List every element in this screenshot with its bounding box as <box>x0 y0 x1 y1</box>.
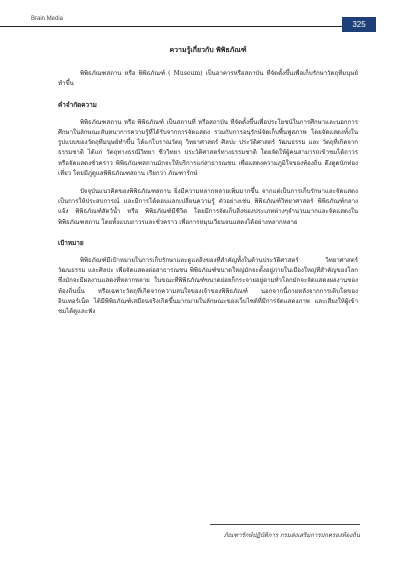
definition-paragraph-2: ปัจจุบันแนวคิดของพิพิธภัณฑสถาน ยิ่งมีความหลากหลายเพิ่มมากขึ้น จากแต่เป็นการเก็บรักษาและจัดแสดง เป็นการให้ประสบการณ์ และมีการโต้ตอบแลกเปลี่ยนความรู้ ตัวอย่างเช่น พิพิธภัณฑ์วิทยาศาสตร์ พิพิธภัณฑ์กลางแจ้ง พิพิธภัณฑ์สัตว์น้ำ หรือ พิพิธภัณฑ์มีชีวิต โดยมีการจัดเก็บสิ่งของประเภทต่างๆจำนวนมากและจัดแสดงในพิพิธภัณฑสถาน โดยทั้งแบบถาวรและชั่วคราว เพื่อการหมุนเวียนจนแสดงได้อย่างหลากหลาย <box>58 188 358 226</box>
section-heading-definition: คำจำกัดความ <box>58 100 97 109</box>
document-body <box>58 45 358 317</box>
header-brand: Brain Media <box>31 16 64 22</box>
page-title: ความรู้เกี่ยวกับ พิพิธภัณฑ์ <box>169 45 247 54</box>
page-number: 325 <box>342 17 376 32</box>
header-rule <box>0 26 342 27</box>
goals-paragraph: พิพิธภัณฑ์มีเป้าหมายในการเก็บรักษาและดูแลสิ่งของที่สำคัญทั้งในด้านประวัติศาสตร์ วิทยาศาสตร์ วัฒนธรรม และศิลปะ เพื่อจัดแสดงต่อสาธารณชน พิพิธภัณฑ์ขนาดใหญ่มักจะตั้งอยู่ภายในเมืองใหญ่ที่สำคัญของโลกซึ่งมักจะมีผลงานแสดงที่หลากหลาย ในขณะที่พิพิธภัณฑ์ขนาดย่อยก็กระจายอยู่ตามทั่วโลกมักจะจัดแสดงผลงานของท้องถิ่นนั้น หรือเฉพาะวัตถุที่เกิดจากความสนใจของเจ้าของพิพิธภัณฑ์ นอกจากนี้ภายหลังจากการเติบโตของอินเทอร์เน็ต ได้มีพิพิธภัณฑ์เสมือนจริงเกิดขึ้นมากมายในลักษณะของเว็บไซต์ที่มีการจัดแสดงภาพ และเสียงให้ผู้เข้าชมได้ดูและฟัง <box>58 257 358 316</box>
section-heading-goals: เป้าหมาย <box>58 238 84 247</box>
footer-text: ภัณฑารักษ์ปฏิบัติการ กรมส่งเสริมการปกครองท้องถิ่น <box>223 532 360 539</box>
intro-paragraph: พิพิธภัณฑสถาน หรือ พิพิธภัณฑ์ ( Museum) เป็นอาคารหรือสถาบัน ที่จัดตั้งขึ้นเพื่อเก็บรักษาวัตถุที่มนุษย์ทำขึ้น <box>58 70 358 88</box>
footer-rule <box>210 524 360 525</box>
definition-paragraph-1: พิพิธภัณฑสถาน หรือ พิพิธภัณฑ์ เป็นสถานที่ หรือสถาบัน ที่จัดตั้งขึ้นเพื่อประโยชน์ในการศึกษาและนอกการศึกษาในลักษณะสันทนาการความรู้ที่ได้รับจากการจัดแสดง รวมกับการอนุรักษ์จัดเก็บพื้นฟูสภาพ โดยจัดแสดงทั้งในรูปแบบของวัตถุที่มนุษย์ทำขึ้น ได้แก่โบราณวัตถุ วิทยาศาสตร์ ศิลปะ ประวัติศาสตร์ วัฒนธรรม และ วัตถุที่เกิดจากธรรมชาติ ได้แก่ วัตถุทางธรณีวิทยา ชีววิทยา ประวัติศาสตร์ทางธรรมชาติ โดยจัดให้ผู้คนสามารถเข้าชมได้ถาวร หรือจัดแสดงชั่วคราว พิพิธภัณฑสถานมักจะให้บริการแก่สาธารณชน เพื่อแสดงความภูมิใจของท้องถิ่น ดึงดูดนักท่องเที่ยว โดยมีภู่ดูแลพิพิธภัณฑสถาน เรียกว่า ภัณฑารักษ์ <box>58 118 358 177</box>
